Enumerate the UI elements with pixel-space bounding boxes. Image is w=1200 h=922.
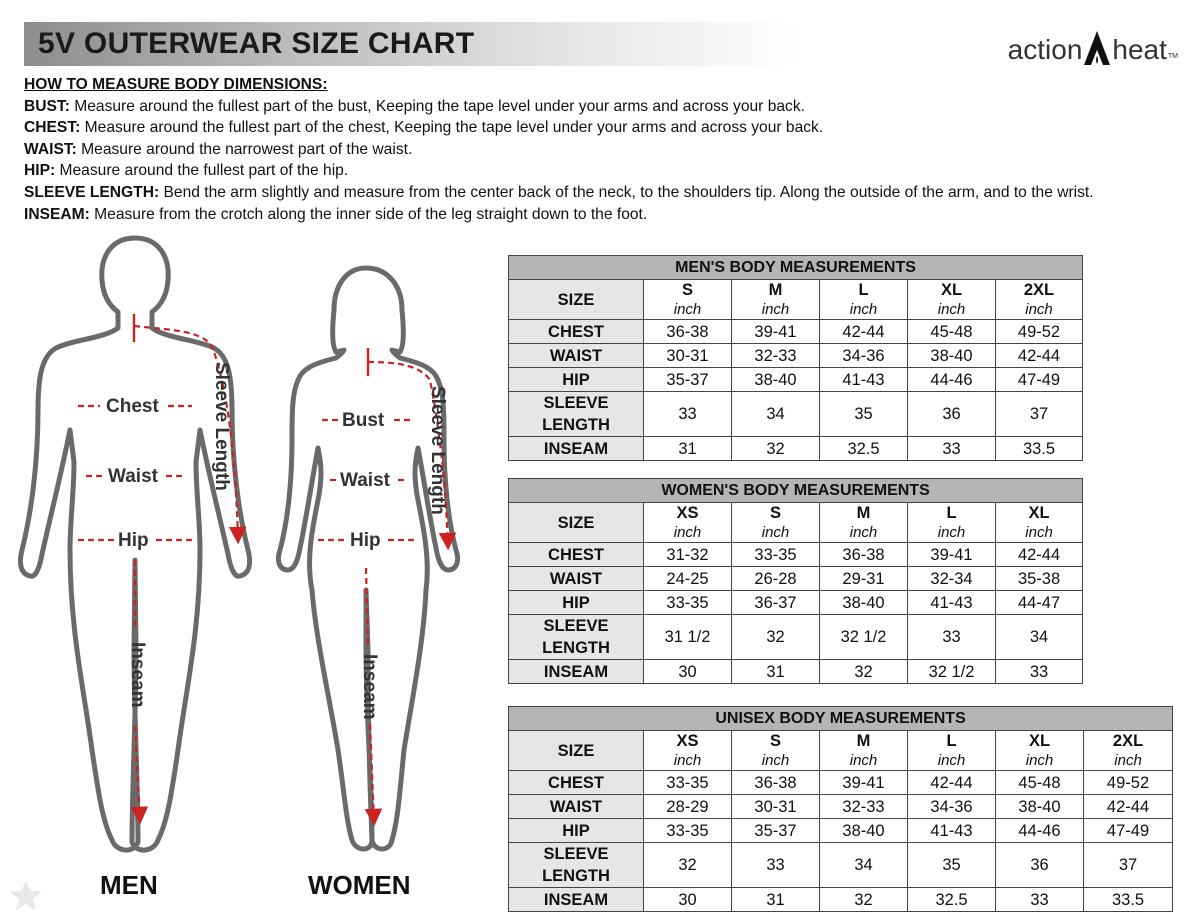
- cell: 31: [732, 660, 820, 684]
- unit-cell: inch: [908, 523, 996, 543]
- size-col: M: [820, 503, 908, 524]
- table-row: [509, 437, 1083, 461]
- logo-text-right: heat: [1112, 34, 1167, 65]
- row-label: INSEAM: [509, 888, 644, 912]
- cell: 42-44: [908, 771, 996, 795]
- cell: 38-40: [820, 819, 908, 843]
- cell: 37: [1084, 843, 1173, 888]
- row-label: HIP: [509, 368, 644, 392]
- cell: 37: [996, 392, 1083, 437]
- row-label: CHEST: [509, 543, 644, 567]
- label-women-waist: Waist: [340, 470, 390, 491]
- row-label: WAIST: [509, 567, 644, 591]
- table-title: MEN'S BODY MEASUREMENTS: [509, 256, 1083, 280]
- cell: 49-52: [996, 320, 1083, 344]
- cell: 35: [820, 392, 908, 437]
- cell: 32: [732, 437, 820, 461]
- table-title: WOMEN'S BODY MEASUREMENTS: [509, 479, 1083, 503]
- cell: 33-35: [732, 543, 820, 567]
- cell: 36-38: [732, 771, 820, 795]
- row-label: HIP: [509, 591, 644, 615]
- cell: 36-38: [644, 320, 732, 344]
- cell: 32-33: [820, 795, 908, 819]
- table-row: [509, 615, 1083, 660]
- label-men-hip: Hip: [118, 530, 149, 551]
- row-label: SLEEVE LENGTH: [509, 615, 644, 660]
- cell: 31-32: [644, 543, 732, 567]
- cell: 44-47: [996, 591, 1083, 615]
- label-bust: Bust: [342, 410, 385, 431]
- cell: 29-31: [820, 567, 908, 591]
- cell: 33: [732, 843, 820, 888]
- table-row: [509, 888, 1173, 912]
- instructions-heading: HOW TO MEASURE BODY DIMENSIONS:: [24, 76, 328, 93]
- cell: 33: [908, 437, 996, 461]
- cell: 30: [644, 888, 732, 912]
- size-col: S: [644, 280, 732, 301]
- cell: 35-37: [644, 368, 732, 392]
- instruction-inseam: INSEAM: Measure from the crotch along the inner side of the leg straight down to the foot.: [24, 205, 648, 223]
- size-col: 2XL: [1084, 731, 1173, 752]
- cell: 34: [732, 392, 820, 437]
- body-diagram: [0, 230, 500, 922]
- cell: 42-44: [996, 344, 1083, 368]
- brand-logo: [1008, 26, 1178, 66]
- instruction-chest: CHEST: Measure around the fullest part of the chest, Keeping the tape level under your arms and across your back.: [24, 119, 824, 137]
- table-row: [509, 660, 1083, 684]
- cell: 33-35: [644, 771, 732, 795]
- cell: 34-36: [820, 344, 908, 368]
- table-row: [509, 392, 1083, 437]
- cell: 31: [732, 888, 820, 912]
- cell: 38-40: [996, 795, 1084, 819]
- instruction-bust: BUST: Measure around the fullest part of the bust, Keeping the tape level under your arms and across your back.: [24, 97, 805, 115]
- table-title: UNISEX BODY MEASUREMENTS: [509, 707, 1173, 731]
- cell: 33: [996, 660, 1083, 684]
- cell: 31: [644, 437, 732, 461]
- table-row: [509, 344, 1083, 368]
- row-label: WAIST: [509, 344, 644, 368]
- row-label: SLEEVE LENGTH: [509, 843, 644, 888]
- label-men-waist: Waist: [108, 466, 158, 487]
- cell: 35-38: [996, 567, 1083, 591]
- cell: 44-46: [908, 368, 996, 392]
- label-women-sleeve: Sleeve Length: [427, 386, 448, 515]
- cell: 33-35: [644, 819, 732, 843]
- table-row: [509, 795, 1173, 819]
- size-col: XS: [644, 503, 732, 524]
- row-label: HIP: [509, 819, 644, 843]
- cell: 35: [908, 843, 996, 888]
- cell: 33-35: [644, 591, 732, 615]
- cell: 24-25: [644, 567, 732, 591]
- cell: 36-37: [732, 591, 820, 615]
- size-col: M: [820, 731, 908, 752]
- womens-measurements-table: [508, 478, 1083, 684]
- size-col: L: [820, 280, 908, 301]
- cell: 42-44: [820, 320, 908, 344]
- cell: 30: [644, 660, 732, 684]
- women-caption: WOMEN: [308, 870, 411, 900]
- cell: 34: [996, 615, 1083, 660]
- unit-cell: inch: [996, 751, 1084, 771]
- row-label: INSEAM: [509, 437, 644, 461]
- size-header: SIZE: [509, 280, 644, 320]
- flame-icon: [1083, 30, 1111, 66]
- size-header: SIZE: [509, 503, 644, 543]
- label-women-inseam: Inseam: [359, 654, 380, 720]
- table-row: [509, 368, 1083, 392]
- cell: 39-41: [732, 320, 820, 344]
- cell: 31 1/2: [644, 615, 732, 660]
- unit-cell: inch: [820, 751, 908, 771]
- label-men-inseam: Inseam: [127, 642, 148, 708]
- unit-cell: inch: [732, 751, 820, 771]
- cell: 44-46: [996, 819, 1084, 843]
- row-label: WAIST: [509, 795, 644, 819]
- unit-cell: inch: [644, 751, 732, 771]
- unit-cell: inch: [732, 300, 820, 320]
- cell: 33: [996, 888, 1084, 912]
- body-figures: [0, 230, 500, 922]
- size-col: XL: [908, 280, 996, 301]
- unisex-measurements-table: [508, 706, 1173, 912]
- cell: 33.5: [996, 437, 1083, 461]
- cell: 39-41: [820, 771, 908, 795]
- cell: 33: [644, 392, 732, 437]
- cell: 38-40: [732, 368, 820, 392]
- logo-trademark: TM: [1167, 53, 1178, 60]
- cell: 38-40: [908, 344, 996, 368]
- cell: 32-34: [908, 567, 996, 591]
- cell: 32 1/2: [820, 615, 908, 660]
- unit-cell: inch: [1084, 751, 1173, 771]
- cell: 32 1/2: [908, 660, 996, 684]
- cell: 32: [820, 888, 908, 912]
- table-row: [509, 320, 1083, 344]
- table-row: [509, 567, 1083, 591]
- cell: 49-52: [1084, 771, 1173, 795]
- table-row: [509, 543, 1083, 567]
- cell: 45-48: [996, 771, 1084, 795]
- cell: 32: [732, 615, 820, 660]
- cell: 30-31: [732, 795, 820, 819]
- unit-cell: inch: [908, 751, 996, 771]
- cell: 32: [820, 660, 908, 684]
- cell: 47-49: [996, 368, 1083, 392]
- row-label: SLEEVE LENGTH: [509, 392, 644, 437]
- table-row: [509, 843, 1173, 888]
- table-row: [509, 819, 1173, 843]
- cell: 30-31: [644, 344, 732, 368]
- unit-cell: inch: [644, 523, 732, 543]
- cell: 32.5: [908, 888, 996, 912]
- size-col: XL: [996, 731, 1084, 752]
- cell: 32-33: [732, 344, 820, 368]
- cell: 42-44: [996, 543, 1083, 567]
- cell: 34-36: [908, 795, 996, 819]
- cell: 36-38: [820, 543, 908, 567]
- size-header: SIZE: [509, 731, 644, 771]
- cell: 32: [644, 843, 732, 888]
- instruction-hip: HIP: Measure around the fullest part of the hip.: [24, 162, 349, 180]
- logo-text-left: action: [1007, 34, 1083, 65]
- size-col: L: [908, 503, 996, 524]
- size-col: L: [908, 731, 996, 752]
- size-col: XS: [644, 731, 732, 752]
- cell: 42-44: [1084, 795, 1173, 819]
- title-bar: [24, 22, 804, 66]
- cell: 26-28: [732, 567, 820, 591]
- men-caption: MEN: [100, 870, 158, 900]
- size-col: 2XL: [996, 280, 1083, 301]
- instruction-waist: WAIST: Measure around the narrowest part of the waist.: [24, 140, 413, 158]
- label-women-hip: Hip: [350, 530, 381, 551]
- table-row: [509, 591, 1083, 615]
- unit-cell: inch: [820, 523, 908, 543]
- cell: 36: [996, 843, 1084, 888]
- row-label: CHEST: [509, 320, 644, 344]
- page-title: 5V OUTERWEAR SIZE CHART: [38, 27, 475, 60]
- label-chest: Chest: [106, 396, 159, 417]
- cell: 35-37: [732, 819, 820, 843]
- unit-cell: inch: [732, 523, 820, 543]
- table-row: [509, 771, 1173, 795]
- size-col: XL: [996, 503, 1083, 524]
- cell: 33.5: [1084, 888, 1173, 912]
- cell: 41-43: [820, 368, 908, 392]
- row-label: INSEAM: [509, 660, 644, 684]
- row-label: CHEST: [509, 771, 644, 795]
- size-col: S: [732, 503, 820, 524]
- unit-cell: inch: [644, 300, 732, 320]
- cell: 32.5: [820, 437, 908, 461]
- star-icon: [6, 876, 46, 916]
- cell: 39-41: [908, 543, 996, 567]
- unit-cell: inch: [820, 300, 908, 320]
- cell: 47-49: [1084, 819, 1173, 843]
- label-men-sleeve: Sleeve Length: [211, 362, 232, 491]
- cell: 38-40: [820, 591, 908, 615]
- cell: 45-48: [908, 320, 996, 344]
- cell: 41-43: [908, 591, 996, 615]
- cell: 34: [820, 843, 908, 888]
- instruction-sleeve-length: SLEEVE LENGTH: Bend the arm slightly and measure from the center back of the neck, to the shoulders tip. Along the outside of the arm, and to the wrist.: [24, 183, 1094, 201]
- unit-cell: inch: [908, 300, 996, 320]
- mens-measurements-table: [508, 255, 1083, 461]
- unit-cell: inch: [996, 523, 1083, 543]
- size-col: S: [732, 731, 820, 752]
- cell: 28-29: [644, 795, 732, 819]
- measure-instructions: [24, 74, 1184, 225]
- cell: 33: [908, 615, 996, 660]
- size-col: M: [732, 280, 820, 301]
- cell: 41-43: [908, 819, 996, 843]
- unit-cell: inch: [996, 300, 1083, 320]
- cell: 36: [908, 392, 996, 437]
